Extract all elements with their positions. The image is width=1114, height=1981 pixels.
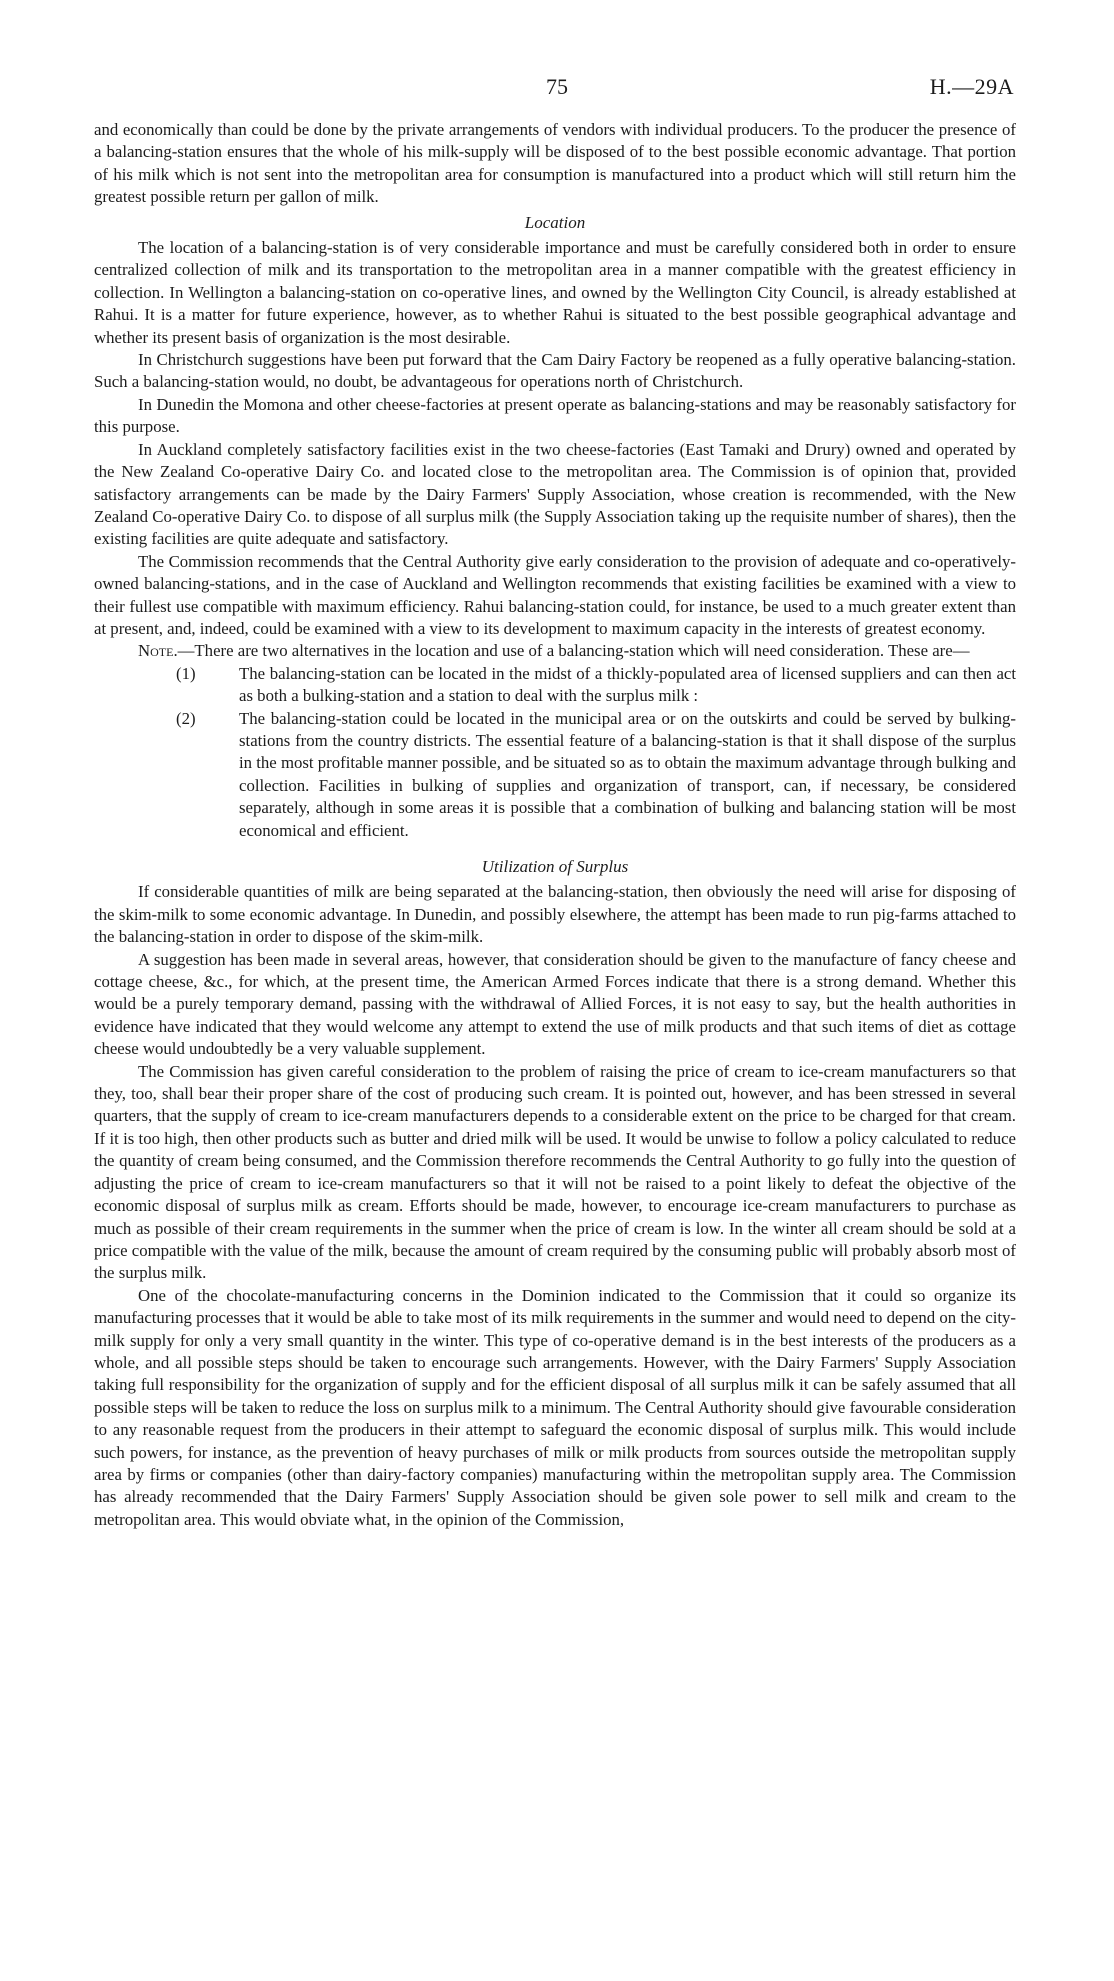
list-item — [94, 663, 1016, 708]
note-text: —There are two alternatives in the location and use of a balancing-station which will need consideration. These are— — [177, 641, 970, 661]
list-item-text: The balancing-station can be located in the midst of a thickly-populated area of licensed suppliers and can then act as both a bulking-station and a station to deal with the surplus milk : — [239, 663, 1016, 706]
page-header — [0, 74, 1114, 102]
note-paragraph — [94, 640, 1016, 662]
paragraph: One of the chocolate-manufacturing concerns in the Dominion indicated to the Commission that it could so organize its manufacturing processes that it would be able to take most of its milk requirements in the summer and would need to depend on the city-milk supply for only a very small quantity in the winter. This type of co-operative demand is in the best interests of the producers as a whole, and all possible steps should be taken to encourage such arrangements. However, with the Dairy Farmers' Supply Association taking full responsibility for the organization of supply and for the efficient disposal of all surplus milk it can be safely assumed that all possible steps will be taken to reduce the loss on surplus milk to a minimum. The Central Authority should give favourable consideration to any reasonable request from the producers in their attempt to safeguard the economic disposal of surplus milk. This would include such powers, for instance, as the prevention of heavy purchases of milk or milk products from sources outside the metropolitan supply area by firms or companies (other than dairy-factory companies) manufacturing within the metropolitan supply area. The Commission has already recommended that the Dairy Farmers' Supply Association should be given sole power to sell milk and cream to the metropolitan area. This would obviate what, in the opinion of the Commission, — [94, 1285, 1016, 1529]
list-item-number: (1) — [176, 663, 196, 683]
section-heading-utilization: Utilization of Surplus — [481, 857, 629, 876]
list-item-text: The balancing-station could be located in the municipal area or on the outskirts and could be served by bulking-stations from the country districts. The essential feature of a balancing-station is that it shall dispose of the surplus in the most profitable manner possible, and be situated so as to obtain the maximum advantage through bulking and collection. Facilities in bulking of supplies and organization of transport, can, if necessary, be considered separately, although in some areas it is possible that a combination of bulking and balancing station will be most economical and efficient. — [239, 708, 1016, 840]
paragraph: A suggestion has been made in several areas, however, that consideration should be given to the manufacture of fancy cheese and cottage cheese, &c., for which, at the present time, the American Armed Forces indicate that there is a strong demand. Whether this would be a purely temporary demand, passing with the withdrawal of Allied Forces, it is not easy to say, but the health authorities in evidence have indicated that they would welcome any attempt to extend the use of milk products and that such items of diet as cottage cheese would undoubtedly be a very valuable supplement. — [94, 949, 1016, 1059]
paragraph: The location of a balancing-station is of very considerable importance and must be carefully considered both in order to ensure centralized collection of milk and its transportation to the metropolitan area in a manner compatible with the greatest efficiency in collection. In Wellington a balancing-station on co-operative lines, and owned by the Wellington City Council, is already established at Rahui. It is a matter for future experience, however, as to whether Rahui is situated to the best possible geographical advantage and whether its present basis of organization is the most desirable. — [94, 238, 1016, 347]
paragraph: The Commission has given careful consideration to the problem of raising the price of cream to ice-cream manufacturers so that they, too, shall bear their proper share of the cost of producing such cream. It is pointed out, however, and has been stressed in several quarters, that the supply of cream to ice-cream manufacturers depends to a considerable extent on the price to be charged for that cream. If it is too high, then other products such as butter and dried milk will be used. It would be unwise to follow a policy calculated to reduce the quantity of cream being consumed, and the Commission therefore recommends the Central Authority to go fully into the question of adjusting the price of cream to ice-cream manufacturers so that it will not be raised to a point likely to defeat the objective of the economic disposal of surplus milk as cream. Efforts should be made, however, to encourage ice-cream manufacturers to purchase as much as possible of their cream requirements in the summer when the price of cream is low. In the winter all cream should be sold at a price compatible with the value of the milk, because the amount of cream required by the consuming public will probably absorb most of the surplus milk. — [94, 1061, 1016, 1283]
section-heading-location: Location — [524, 212, 586, 232]
paragraph: The Commission recommends that the Central Authority give early consideration to the provision of adequate and co-operatively-owned balancing-stations, and in the case of Auckland and Wellington recommends that existing facilities be examined with a view to their fullest use compatible with maximum efficiency. Rahui balancing-station could, for instance, be used to a much greater extent than at present, and, indeed, could be examined with a view to its development to maximum capacity in the interests of greatest economy. — [94, 551, 1016, 638]
list-item — [94, 708, 1016, 842]
document-body — [94, 119, 1016, 1531]
list-item-number: (2) — [176, 708, 196, 728]
paragraph: In Christchurch suggestions have been put forward that the Cam Dairy Factory be reopened as a fully operative balancing-station. Such a balancing-station would, no doubt, be advantageous for operations north of Christchurch. — [94, 350, 1016, 392]
paragraph: In Dunedin the Momona and other cheese-factories at present operate as balancing-stations and may be reasonably satisfactory for this purpose. — [94, 394, 1016, 437]
note-label: Note. — [138, 641, 178, 661]
paragraph: In Auckland completely satisfactory facilities exist in the two cheese-factories (East Tamaki and Drury) owned and operated by the New Zealand Co-operative Dairy Co. and located close to the metropolitan area. The Commission is of opinion that, provided satisfactory arrangements can be made by the Dairy Farmers' Supply Association, whose creation is recommended, with the New Zealand Co-operative Dairy Co. to dispose of all surplus milk (the Supply Association taking up the requisite number of shares), then the existing facilities are quite adequate and satisfactory. — [94, 439, 1016, 549]
document-reference: H.—29A — [929, 74, 1014, 99]
paragraph: If considerable quantities of milk are being separated at the balancing-station, then obviously the need will arise for disposing of the skim-milk to some economic advantage. In Dunedin, and possibly elsewhere, the attempt has been made to run pig-farms attached to the balancing-station in order to dispose of the skim-milk. — [94, 882, 1016, 947]
paragraph: and economically than could be done by the private arrangements of vendors with individual producers. To the producer the presence of a balancing-station ensures that the whole of his milk-supply will be disposed of to the best possible economic advantage. That portion of his milk which is not sent into the metropolitan area for consumption is manufactured into a product which will still return him the greatest possible return per gallon of milk. — [94, 120, 1016, 207]
page-number: 75 — [546, 74, 568, 99]
